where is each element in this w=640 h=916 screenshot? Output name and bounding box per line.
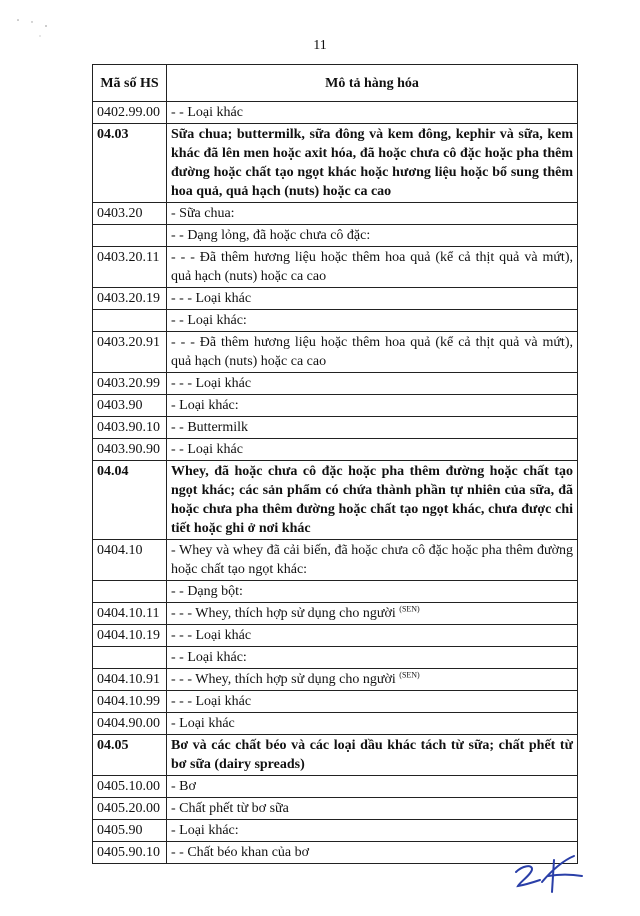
table-row: [93, 713, 578, 735]
hs-code-cell: 0403.20.19: [93, 288, 167, 310]
description-cell: [167, 332, 578, 373]
hs-code-cell: 0404.10.99: [93, 691, 167, 713]
description-cell: [167, 691, 578, 713]
description-text: - - Buttermilk: [171, 420, 248, 435]
table-row: [93, 540, 578, 581]
hs-code-cell: 0405.20.00: [93, 798, 167, 820]
description-cell: [167, 581, 578, 603]
description-text: - Bơ: [171, 779, 196, 794]
description-cell: [167, 247, 578, 288]
description-cell: [167, 225, 578, 247]
table-row: [93, 776, 578, 798]
description-text: - - Loại khác: [171, 442, 243, 457]
table-row: [93, 581, 578, 603]
table-row: [93, 691, 578, 713]
description-text: Sữa chua; buttermilk, sữa đông và kem đông, kephir và sữa, kem khác đã lên men hoặc axit hóa, đã hoặc chưa cô đặc hoặc pha thêm đường hoặc chất tạo ngọt khác hoặc hương liệu hoặc bổ sung thêm hoa quả, quả hạch (nuts) hoặc ca cao: [171, 127, 573, 199]
description-cell: [167, 417, 578, 439]
table-row: [93, 461, 578, 540]
hs-code-cell: 0403.20.99: [93, 373, 167, 395]
hs-code-cell: 0403.20: [93, 203, 167, 225]
description-cell: [167, 102, 578, 124]
hs-code-cell: [93, 581, 167, 603]
hs-code-cell: [93, 310, 167, 332]
table-row: [93, 417, 578, 439]
description-text: - - Dạng bột:: [171, 584, 243, 599]
hs-code-cell: 0403.90.90: [93, 439, 167, 461]
hs-code-cell: 04.05: [93, 735, 167, 776]
description-cell: [167, 776, 578, 798]
table-header-row: [93, 65, 578, 102]
table-row: [93, 669, 578, 691]
description-cell: [167, 713, 578, 735]
table-row: [93, 124, 578, 203]
table-row: [93, 373, 578, 395]
hs-code-cell: 0403.20.11: [93, 247, 167, 288]
hs-code-cell: 0405.90: [93, 820, 167, 842]
description-cell: [167, 603, 578, 625]
description-text: - Whey và whey đã cải biến, đã hoặc chưa cô đặc hoặc pha thêm đường hoặc chất tạo ngọt khác:: [171, 543, 573, 577]
hs-code-cell: [93, 225, 167, 247]
table-row: [93, 625, 578, 647]
description-text: - Loại khác:: [171, 398, 239, 413]
table-row: [93, 225, 578, 247]
description-text: - - - Loại khác: [171, 376, 252, 391]
description-text: - - - Đã thêm hương liệu hoặc thêm hoa quả (kể cả thịt quả và mứt), quả hạch (nuts) hoặc ca cao: [171, 335, 573, 369]
description-cell: [167, 798, 578, 820]
hs-code-cell: 0405.90.10: [93, 842, 167, 864]
table-row: [93, 798, 578, 820]
table-row: [93, 102, 578, 124]
description-text: - - - Whey, thích hợp sử dụng cho người: [171, 606, 396, 621]
description-text: - Loại khác:: [171, 823, 239, 838]
hs-code-cell: 0404.90.00: [93, 713, 167, 735]
hs-code-cell: 0403.90: [93, 395, 167, 417]
table-row: [93, 735, 578, 776]
hs-code-table: [92, 64, 578, 864]
table-row: [93, 842, 578, 864]
table-body: [93, 102, 578, 864]
hs-code-cell: 0405.10.00: [93, 776, 167, 798]
description-cell: [167, 124, 578, 203]
table-row: [93, 310, 578, 332]
hs-code-cell: 0404.10.11: [93, 603, 167, 625]
table-row: [93, 820, 578, 842]
description-text: - - - Loại khác: [171, 628, 252, 643]
description-cell: [167, 310, 578, 332]
table-row: [93, 203, 578, 225]
description-text: - - - Đã thêm hương liệu hoặc thêm hoa quả (kể cả thịt quả và mứt), quả hạch (nuts) hoặc ca cao: [171, 250, 573, 284]
description-cell: [167, 625, 578, 647]
description-text: - - - Loại khác: [171, 694, 252, 709]
description-text: - - Loại khác: [171, 105, 243, 120]
hs-code-cell: 0404.10: [93, 540, 167, 581]
description-cell: [167, 820, 578, 842]
sen-marker: (SEN): [399, 604, 420, 614]
description-text: - Loại khác: [171, 716, 235, 731]
hs-code-cell: 0404.10.19: [93, 625, 167, 647]
description-cell: [167, 395, 578, 417]
hs-code-cell: 0403.20.91: [93, 332, 167, 373]
page-number: 11: [313, 38, 327, 53]
hs-code-cell: 04.04: [93, 461, 167, 540]
table-row: [93, 247, 578, 288]
hs-code-cell: 0403.90.10: [93, 417, 167, 439]
sen-marker: (SEN): [399, 670, 420, 680]
description-cell: [167, 439, 578, 461]
description-text: - - - Whey, thích hợp sử dụng cho người: [171, 672, 396, 687]
description-cell: [167, 203, 578, 225]
table-row: [93, 288, 578, 310]
description-cell: [167, 540, 578, 581]
description-cell: [167, 288, 578, 310]
scan-speckle: [0, 0, 60, 40]
table-row: [93, 647, 578, 669]
signature-initials: [508, 852, 588, 896]
description-text: - - Loại khác:: [171, 313, 247, 328]
description-cell: [167, 669, 578, 691]
description-text: - - Chất béo khan của bơ: [171, 845, 310, 860]
description-cell: [167, 461, 578, 540]
description-cell: [167, 373, 578, 395]
hs-code-cell: 0404.10.91: [93, 669, 167, 691]
header-hs-code: Mã số HS: [93, 65, 167, 102]
description-text: - - Dạng lỏng, đã hoặc chưa cô đặc:: [171, 228, 371, 243]
description-text: Bơ và các chất béo và các loại dầu khác tách từ sữa; chất phết từ bơ sữa (dairy spreads): [171, 738, 573, 772]
header-description: Mô tả hàng hóa: [167, 65, 578, 102]
table-row: [93, 439, 578, 461]
hs-code-cell: [93, 647, 167, 669]
table-row: [93, 332, 578, 373]
table-row: [93, 395, 578, 417]
description-text: - - - Loại khác: [171, 291, 252, 306]
description-cell: [167, 647, 578, 669]
table-row: [93, 603, 578, 625]
hs-code-cell: 0402.99.00: [93, 102, 167, 124]
description-cell: [167, 735, 578, 776]
description-text: - - Loại khác:: [171, 650, 247, 665]
description-text: - Chất phết từ bơ sữa: [171, 801, 289, 816]
hs-code-cell: 04.03: [93, 124, 167, 203]
description-text: Whey, đã hoặc chưa cô đặc hoặc pha thêm đường hoặc chất tạo ngọt khác; các sản phẩm có chứa thành phần tự nhiên của sữa, đã hoặc chưa pha thêm đường hoặc chất tạo ngọt khác, chưa được chi tiết hoặc ghi ở nơi khác: [171, 464, 573, 536]
description-text: - Sữa chua:: [171, 206, 235, 221]
